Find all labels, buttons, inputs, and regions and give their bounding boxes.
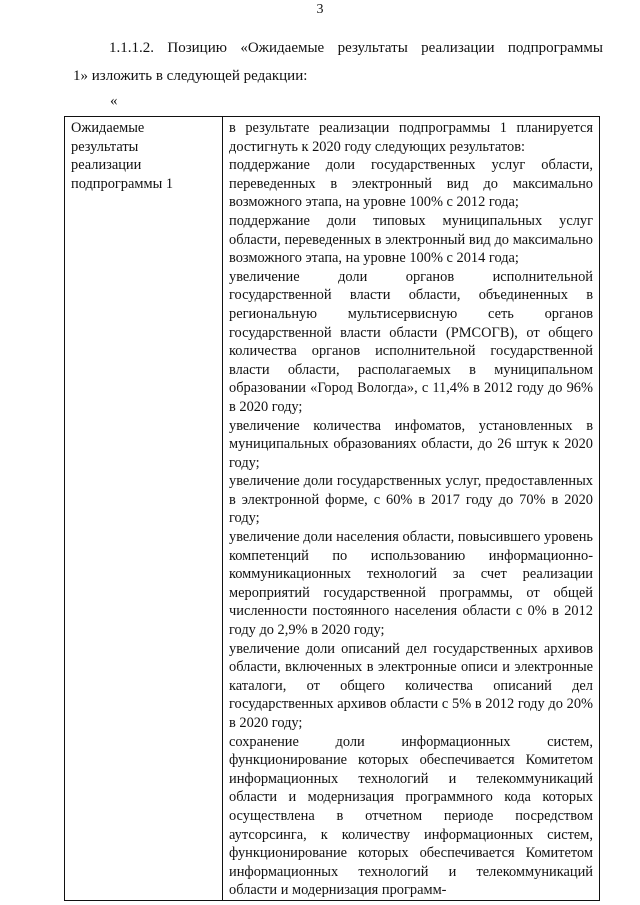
table-content-cell	[223, 117, 600, 901]
subprogram-table	[64, 116, 600, 901]
content-paragraph: увеличение доли описаний дел государственных архивов области, включенных в электронные описи и электронные каталоги, от общего количества описаний дел государственных архивов области с 5% в 2012 году до 20% в 2020 году;	[229, 640, 593, 731]
intro-paragraph	[73, 34, 603, 90]
label-line: Ожидаемые	[71, 120, 145, 136]
content-paragraph: увеличение доли государственных услуг, предоставленных в электронной форме, с 60% в 2017 году до 70% в 2020 году;	[229, 473, 593, 527]
content-paragraph: поддержание доли типовых муниципальных услуг области, переведенных в электронный вид до максимально возможного этапа, на уровне 100% с 2014 года;	[229, 212, 593, 267]
intro-line-1: 1.1.1.2. Позицию «Ожидаемые результаты реализации подпрограммы	[109, 40, 603, 56]
label-line: реализации	[71, 157, 142, 174]
opening-quote: «	[110, 93, 118, 109]
content-paragraph: поддержание доли государственных услуг области, переведенных в электронный вид до максимально возможного этапа, на уровне 100% с 2012 года;	[229, 157, 593, 211]
content-paragraph: сохранение доли информационных систем, функционирование которых обеспечивается Комитетом информационных технологий и телекоммуникаций области и модернизация программного кода которых осуществлена в отчетном периоде посредством аутсорсинга, к количеству информационных систем, функционирование которых обеспечивается Комитетом информационных технологий и телекоммуникаций области и модернизация программ-	[229, 733, 593, 899]
label-line: результаты	[71, 138, 139, 155]
table-label-cell	[65, 117, 223, 901]
table-row	[65, 117, 600, 901]
content-paragraph: увеличение количества инфоматов, установленных в муниципальных образованиях области, до 26 штук к 2020 году;	[229, 417, 593, 471]
page-number: 3	[316, 2, 324, 17]
content-paragraph: увеличение доли населения области, повысившего уровень компетенций по использованию информационно-коммуникационных технологий за счет реализации мероприятий государственной программы, от общей численности постоянного населения области с 0% в 2012 году до 2,9% в 2020 году;	[229, 529, 593, 639]
label-line: подпрограммы 1	[71, 175, 174, 192]
content-paragraph: в результате реализации подпрограммы 1 планируется достигнуть к 2020 году следующих результатов:	[229, 120, 593, 155]
content-paragraph: увеличение доли органов исполнительной государственной власти области, объединенных в региональную мультисервисную сеть органов государственной власти области (РМСОГВ), от общего количества органов исполнительной государственной власти области, располагаемых в муниципальном образовании «Город Вологда», с 11,4% в 2012 году до 96% в 2020 году;	[229, 268, 593, 415]
intro-line-2: 1» изложить в следующей редакции:	[73, 68, 308, 84]
